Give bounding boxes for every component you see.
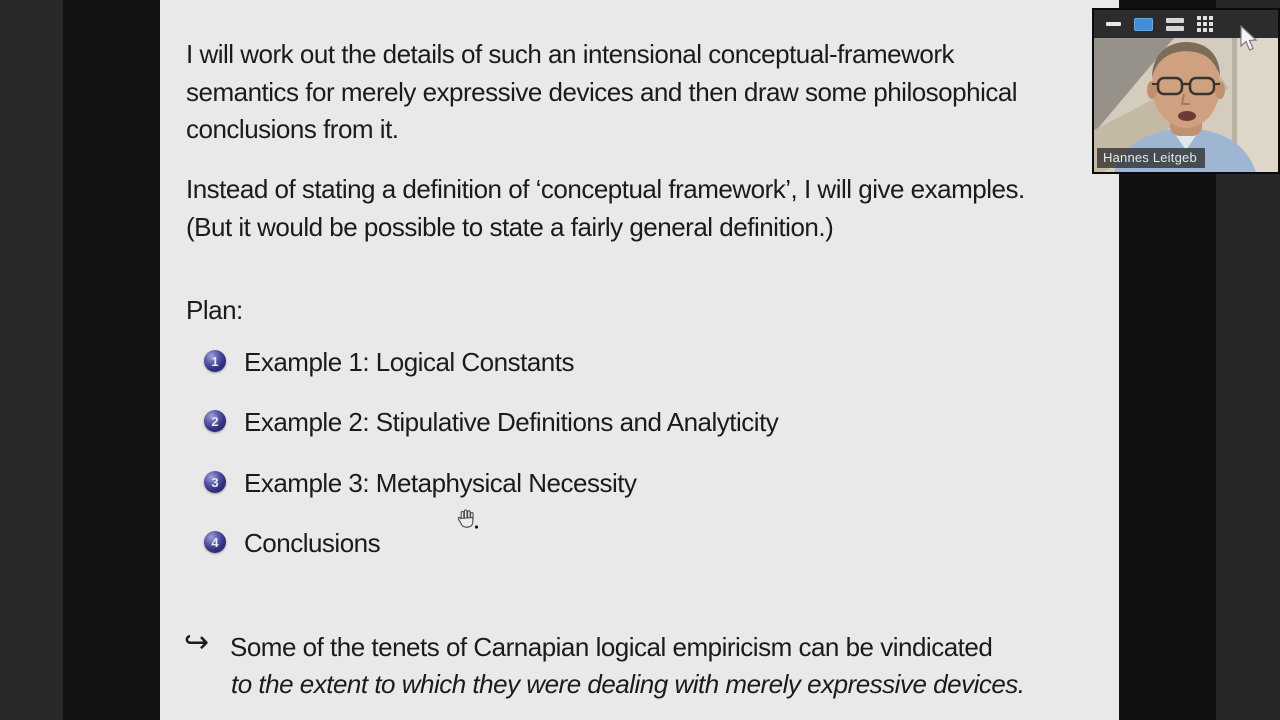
paragraph-line: Instead of stating a definition of ‘conceptual framework’, I will give examples. [186,174,1025,204]
numbered-ball-bullet: 2 [204,410,226,432]
paragraph-line: I will work out the details of such an intensional conceptual-framework [186,39,955,69]
slide-paragraph-1 [186,36,1017,149]
paragraph-line: semantics for merely expressive devices and then draw some philosophical [186,76,1018,107]
webcam-video-feed [1094,38,1278,172]
numbered-ball-bullet: 1 [204,350,226,372]
mouse-arrow-cursor [1240,25,1259,58]
conclusion-text: Some of the tenets of Carnapian logical empiricism can be vindicated [230,632,993,662]
conclusion-text-italic: to the extent to which they were dealing with merely expressive devices. [231,669,1025,699]
plan-item-label: Example 2: Stipulative Definitions and Analyticity [244,407,779,437]
plan-heading: Plan: [186,295,243,325]
background-strip-left-inner [63,0,160,720]
minimize-icon[interactable] [1106,22,1121,26]
plan-item-label: Example 1: Logical Constants [244,347,574,377]
paragraph-line: (But it would be possible to state a fairly general definition.) [186,211,834,242]
background-strip-left-outer [0,0,63,720]
plan-item-label: Conclusions [244,528,381,558]
speaker-view-icon[interactable] [1134,18,1153,31]
numbered-ball-bullet: 4 [204,531,226,553]
presentation-slide [160,0,1119,720]
slide-paragraph-2 [186,171,1025,246]
hand-cursor-icon [455,507,481,538]
numbered-ball-bullet: 3 [204,471,226,493]
grid-view-icon[interactable] [1197,16,1214,33]
participant-name-label: Hannes Leitgeb [1097,148,1205,168]
paragraph-line: conclusions from it. [186,114,399,144]
list-view-icon[interactable] [1166,18,1184,31]
plan-item-label: Example 3: Metaphysical Necessity [244,468,637,498]
hook-right-arrow-icon: ↪ [184,625,210,660]
